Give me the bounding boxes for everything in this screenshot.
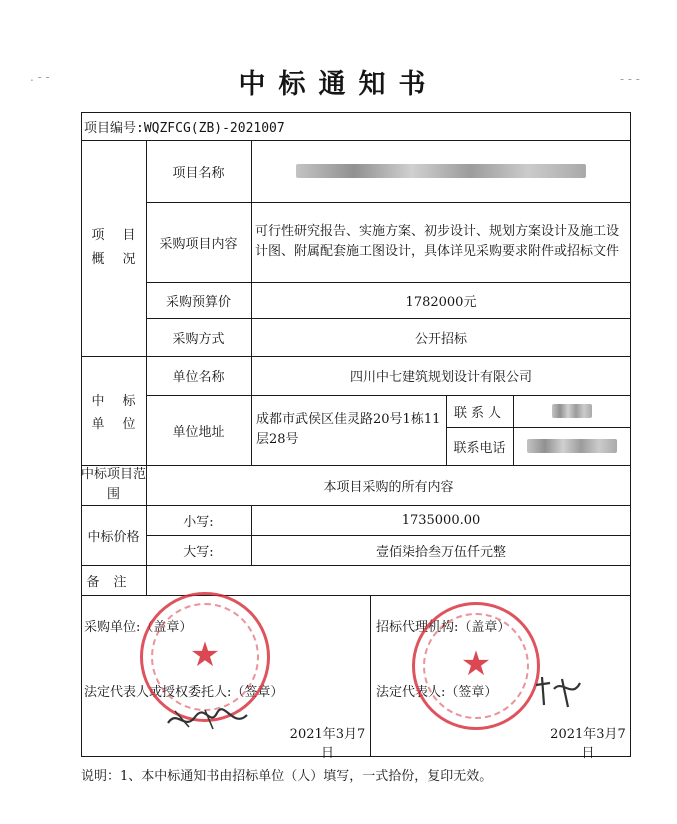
agent-legal-label: 法定代表人:（签章） bbox=[376, 684, 498, 700]
price-label: 中标价格 bbox=[87, 529, 140, 545]
method-value: 公开招标 bbox=[414, 331, 467, 347]
lower-value: 1735000.00 bbox=[401, 512, 481, 528]
unit-name-label: 单位名称 bbox=[172, 370, 225, 385]
date-right: 2021年3月7日 bbox=[550, 727, 626, 761]
budget-value: 1782000元 bbox=[405, 294, 477, 310]
footer-note: 说明：1、本中标通知书由招标单位（人）填写，一式拾份，复印无效。 bbox=[81, 769, 493, 784]
scope-label: 中标项目范围 bbox=[81, 467, 147, 502]
date-left: 2021年3月7日 bbox=[289, 727, 366, 761]
budget-label: 采购预算价 bbox=[165, 294, 231, 310]
section-overview-label: 项 目 概 况 bbox=[91, 228, 136, 267]
section-bidder-label: 中 标 单 位 bbox=[91, 393, 136, 432]
agent-label: 招标代理机构:（盖章） bbox=[376, 619, 511, 635]
project-name-redacted bbox=[251, 140, 631, 202]
unit-address: 成都市武侯区佳灵路20号1栋11层28号 bbox=[256, 412, 441, 447]
unit-address-label: 单位地址 bbox=[172, 424, 225, 440]
scope-value: 本项目采购的所有内容 bbox=[323, 479, 454, 495]
remark-label: 备注 bbox=[86, 574, 141, 590]
upper-label: 大写: bbox=[183, 544, 214, 560]
purchaser-label: 采购单位:（盖章） bbox=[84, 619, 193, 635]
procurement-content: 可行性研究报告、实施方案、初步设计、规划方案设计及施工设计图、附属配套施工图设计，具体详见采购要求附件或招标文件 bbox=[255, 224, 620, 259]
agent-seal: ★ bbox=[412, 602, 540, 730]
lower-label: 小写: bbox=[183, 514, 214, 530]
unit-name: 四川中七建筑规划设计有限公司 bbox=[349, 370, 532, 385]
project-number: 项目编号:WQZFCG(ZB)-2021007 bbox=[84, 121, 285, 136]
signature-left bbox=[165, 705, 250, 738]
upper-value: 壹佰柒拾叁万伍仟元整 bbox=[375, 544, 506, 560]
method-label: 采购方式 bbox=[172, 331, 225, 347]
contact-redacted bbox=[513, 395, 631, 427]
purchaser-seal: ★ bbox=[140, 592, 270, 722]
contact-label: 联系人 bbox=[453, 405, 505, 421]
document-title: 中标通知书 bbox=[238, 69, 439, 100]
phone-redacted bbox=[513, 427, 631, 465]
signature-right bbox=[532, 675, 584, 714]
phone-label: 联系电话 bbox=[453, 440, 506, 456]
procurement-content-label: 采购项目内容 bbox=[159, 236, 238, 252]
legal-rep-label: 法定代表人或授权委托人:（签章） bbox=[84, 684, 284, 700]
project-name-label: 项目名称 bbox=[172, 165, 225, 181]
